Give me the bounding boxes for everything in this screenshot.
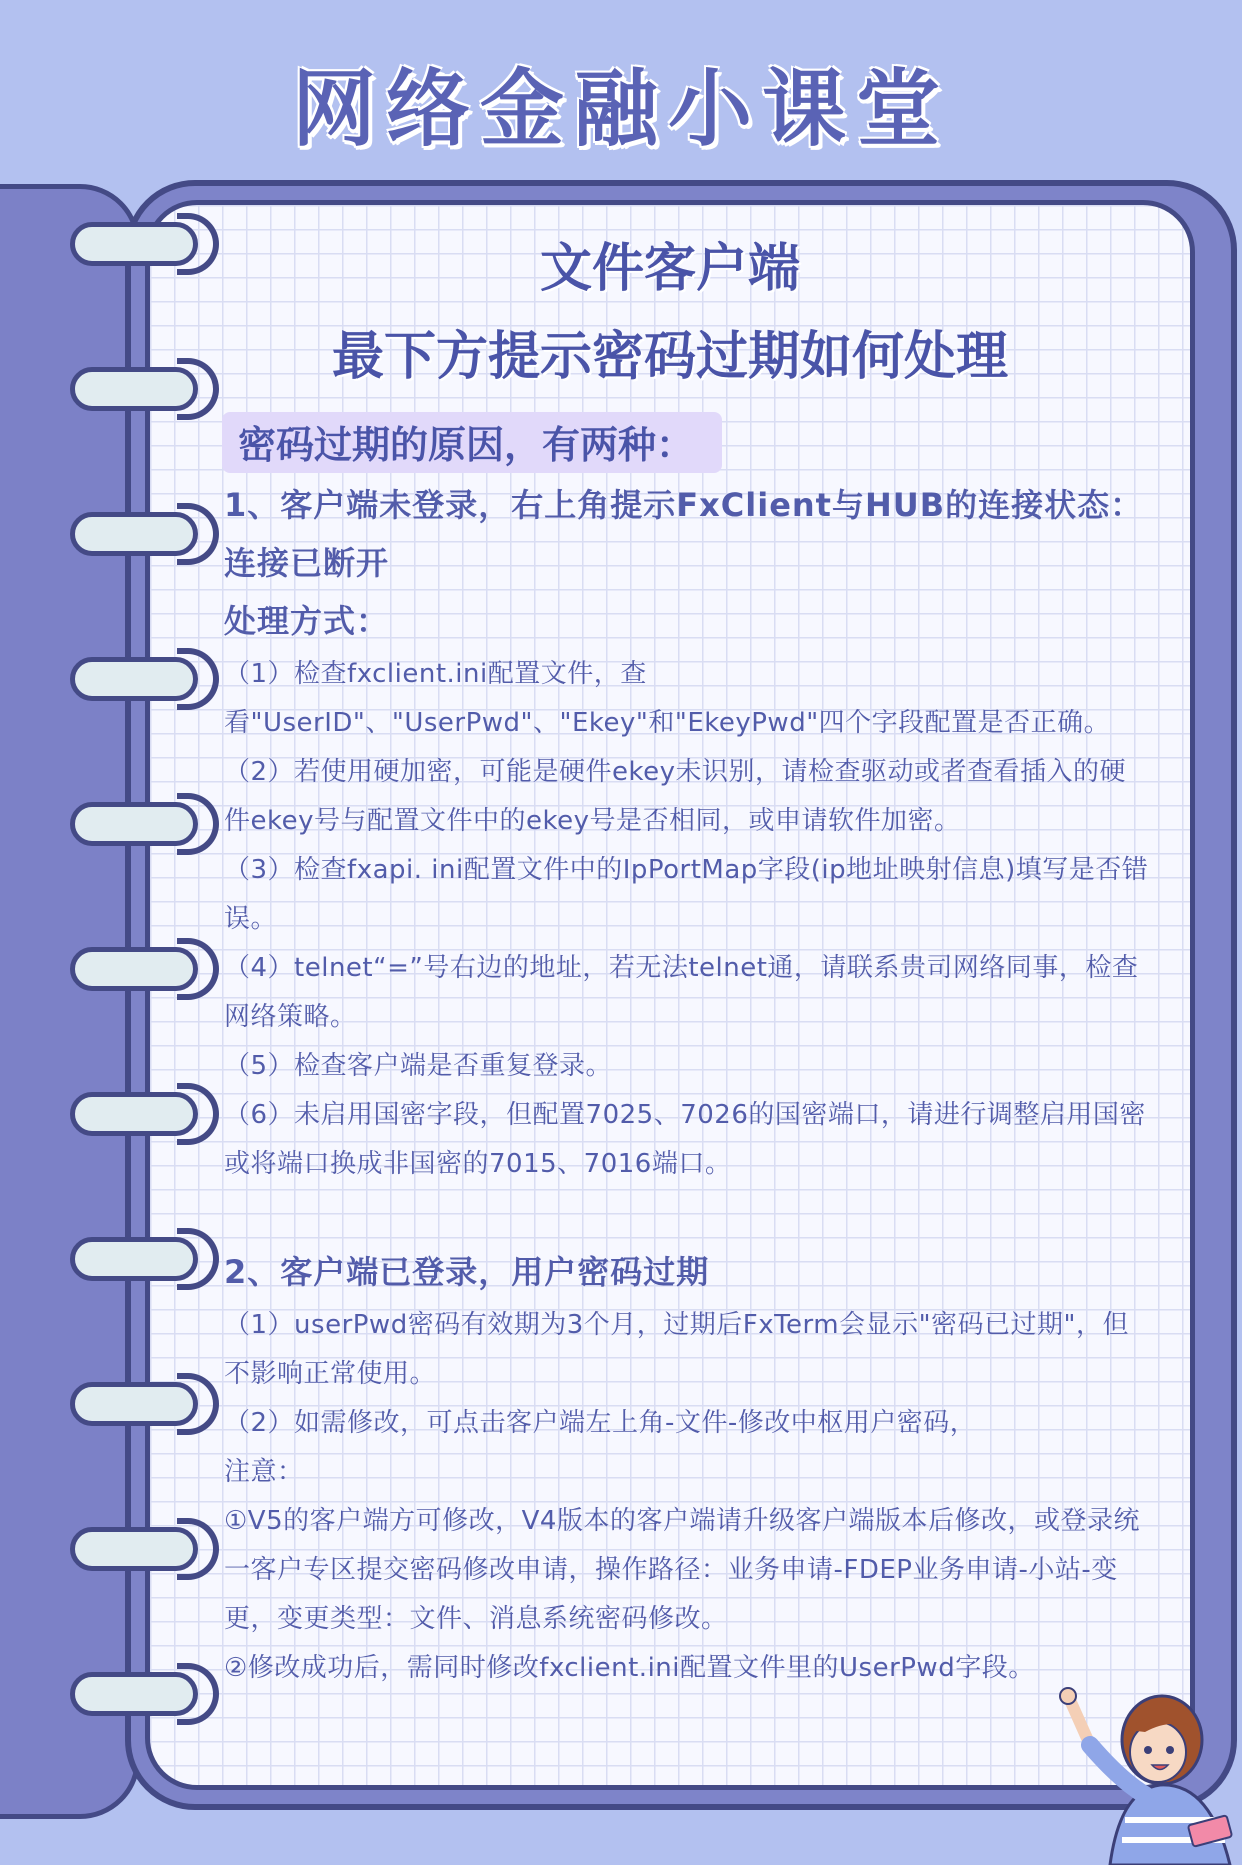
notebook-back-cover <box>0 184 140 1819</box>
binder-ring <box>70 657 198 701</box>
section1-heading-cont: 连接已断开 <box>224 544 390 582</box>
section1-heading: 1、客户端未登录，右上角提示FxClient与HUB的连接状态： <box>224 486 1144 524</box>
page-title-line2: 最下方提示密码过期如何处理 <box>331 327 1008 387</box>
binder-ring <box>70 802 198 846</box>
section1-item: （3）检查fxapi. ini配置文件中的IpPortMap字段(ip地址映射信息)填写是否错误。 <box>224 855 1149 934</box>
method-label: 处理方式： <box>224 602 390 640</box>
banner-title: 网络金融小课堂 <box>291 60 950 158</box>
section1-item: （4）telnet“=”号右边的地址，若无法telnet通，请联系贵司网络同事，检查网络策略。 <box>224 953 1139 1032</box>
section2-item: 注意： <box>224 1457 304 1487</box>
binder-ring <box>70 1092 198 1136</box>
section1-item: （6）未启用国密字段，但配置7025、7026的国密端口，请进行调整启用国密或将端口换成非国密的7015、7016端口。 <box>224 1100 1146 1179</box>
binder-ring <box>70 1672 198 1716</box>
section2-item: （1）userPwd密码有效期为3个月，过期后FxTerm会显示"密码已过期"，但不影响正常使用。 <box>224 1310 1130 1389</box>
content-body <box>224 476 1149 1693</box>
binder-ring <box>70 947 198 991</box>
subheading: 密码过期的原因，有两种： <box>222 412 722 473</box>
section2-heading: 2、客户端已登录，用户密码过期 <box>224 1253 710 1291</box>
binder-ring <box>70 1382 198 1426</box>
binder-ring <box>70 1237 198 1281</box>
binder-ring <box>70 512 198 556</box>
section2-item: ①V5的客户端方可修改，V4版本的客户端请升级客户端版本后修改，或登录统一客户专区提交密码修改申请，操作路径：业务申请-FDEP业务申请-小站-变更，变更类型：文件、消息系统密码修改。 <box>224 1506 1140 1634</box>
page-title-line1: 文件客户端 <box>539 239 800 299</box>
section1-item: （2）若使用硬加密，可能是硬件ekey未识别，请检查驱动或者查看插入的硬件ekey号与配置文件中的ekey号是否相同，或申请软件加密。 <box>224 757 1127 836</box>
section1-item: （5）检查客户端是否重复登录。 <box>224 1051 613 1081</box>
binder-ring <box>70 1527 198 1571</box>
section1-item: （1）检查fxclient.ini配置文件，查看"UserID"、"UserPwd"、"Ekey"和"EkeyPwd"四个字段配置是否正确。 <box>224 659 1111 738</box>
section2-item: （2）如需修改，可点击客户端左上角-文件-修改中枢用户密码， <box>224 1408 977 1438</box>
section2-item: ②修改成功后，需同时修改fxclient.ini配置文件里的UserPwd字段。 <box>224 1653 1035 1683</box>
cartoon-girl-illustration <box>1050 1670 1242 1865</box>
